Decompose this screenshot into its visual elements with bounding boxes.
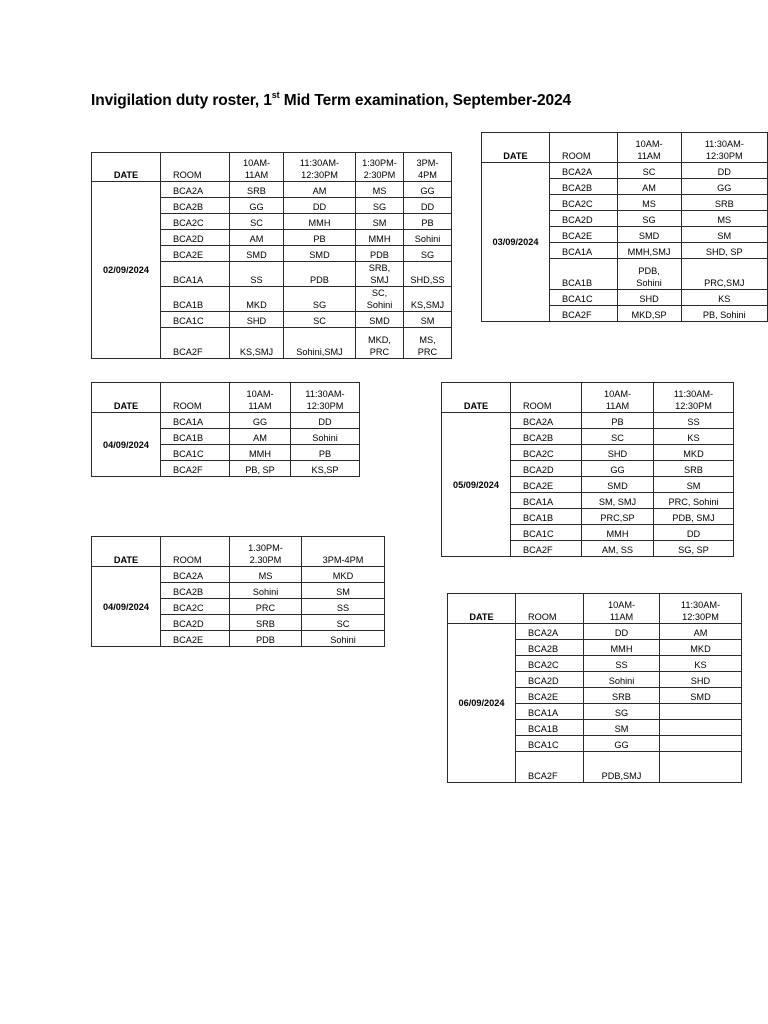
- room-cell: BCA1A: [161, 262, 230, 287]
- table-row: [482, 163, 768, 179]
- invigilator-cell: PDB: [284, 262, 356, 287]
- invigilator-cell: KS,SP: [291, 461, 360, 477]
- invigilator-cell: Sohini: [291, 429, 360, 445]
- invigilator-cell: PDB, SMJ: [654, 509, 734, 525]
- invigilator-cell: GG: [584, 736, 660, 752]
- invigilator-cell: MMH: [582, 525, 654, 541]
- invigilator-cell: MS: [681, 211, 767, 227]
- time-slot-header: 11:30AM- 12:30PM: [291, 383, 360, 413]
- date-column-header: DATE: [482, 133, 550, 163]
- room-column-header: ROOM: [516, 594, 584, 624]
- invigilator-cell: GG: [230, 198, 284, 214]
- table-header-row: [482, 133, 768, 163]
- room-cell: BCA2D: [516, 672, 584, 688]
- invigilator-cell: SG: [284, 287, 356, 312]
- room-cell: BCA2A: [516, 624, 584, 640]
- date-column-header: DATE: [92, 537, 161, 567]
- room-cell: BCA2E: [161, 631, 230, 647]
- room-column-header: ROOM: [161, 537, 230, 567]
- invigilator-cell: PDB,SMJ: [584, 752, 660, 783]
- invigilator-cell: PB: [291, 445, 360, 461]
- invigilator-cell: SMD: [284, 246, 356, 262]
- invigilator-cell: SRB, SMJ: [356, 262, 404, 287]
- invigilator-cell: MMH,SMJ: [617, 243, 681, 259]
- invigilator-cell: MKD,SP: [617, 306, 681, 322]
- room-column-header: ROOM: [161, 153, 230, 182]
- room-cell: BCA1A: [516, 704, 584, 720]
- time-slot-header: 10AM- 11AM: [584, 594, 660, 624]
- invigilator-cell: KS: [660, 656, 742, 672]
- invigilator-cell: PB: [582, 413, 654, 429]
- time-slot-header: 11:30AM- 12:30PM: [681, 133, 767, 163]
- time-slot-header: 11:30AM- 12:30PM: [660, 594, 742, 624]
- invigilator-cell: SC: [230, 214, 284, 230]
- invigilator-cell: Sohini: [584, 672, 660, 688]
- invigilator-cell: SS: [584, 656, 660, 672]
- table-header-row: [448, 594, 742, 624]
- room-cell: BCA1A: [511, 493, 582, 509]
- invigilator-cell: SRB: [230, 615, 302, 631]
- invigilator-cell: AM: [230, 429, 291, 445]
- invigilator-cell: SM: [681, 227, 767, 243]
- table-row: [448, 624, 742, 640]
- invigilator-cell: SC: [617, 163, 681, 179]
- invigilator-cell: MMH: [230, 445, 291, 461]
- time-slot-header: 1.30PM- 2.30PM: [230, 537, 302, 567]
- invigilator-cell: SG, SP: [654, 541, 734, 557]
- room-cell: BCA2F: [516, 752, 584, 783]
- room-cell: BCA2C: [511, 445, 582, 461]
- invigilator-cell: PB: [284, 230, 356, 246]
- invigilator-cell: SC: [302, 615, 385, 631]
- page-title-superscript: st: [271, 90, 280, 100]
- invigilator-cell: SG: [356, 198, 404, 214]
- invigilator-cell: PB: [404, 214, 452, 230]
- room-cell: BCA2D: [549, 211, 617, 227]
- table-row: [92, 182, 452, 198]
- room-cell: BCA1B: [549, 259, 617, 290]
- room-cell: BCA2B: [511, 429, 582, 445]
- invigilator-cell: AM, SS: [582, 541, 654, 557]
- invigilator-cell: PB, Sohini: [681, 306, 767, 322]
- invigilator-cell: AM: [284, 182, 356, 198]
- invigilator-cell: SC: [284, 312, 356, 328]
- invigilator-cell: DD: [291, 413, 360, 429]
- room-cell: BCA2C: [161, 599, 230, 615]
- invigilator-cell: [660, 752, 742, 783]
- invigilator-cell: AM: [617, 179, 681, 195]
- date-cell: 04/09/2024: [92, 567, 161, 647]
- page-title-prefix: Invigilation duty roster, 1: [91, 92, 272, 109]
- invigilator-cell: SM: [654, 477, 734, 493]
- table-row: [442, 413, 734, 429]
- room-cell: BCA2A: [549, 163, 617, 179]
- date-column-header: DATE: [442, 383, 511, 413]
- invigilator-cell: SM: [356, 214, 404, 230]
- date-column-header: DATE: [92, 383, 161, 413]
- room-cell: BCA2B: [161, 583, 230, 599]
- room-cell: BCA2F: [161, 328, 230, 359]
- invigilator-cell: [660, 736, 742, 752]
- invigilator-cell: DD: [404, 198, 452, 214]
- invigilator-cell: SC, Sohini: [356, 287, 404, 312]
- room-cell: BCA1C: [516, 736, 584, 752]
- room-cell: BCA2E: [161, 246, 230, 262]
- invigilator-cell: PB, SP: [230, 461, 291, 477]
- invigilator-cell: SRB: [230, 182, 284, 198]
- room-cell: BCA1C: [511, 525, 582, 541]
- room-cell: BCA1A: [549, 243, 617, 259]
- invigilator-cell: SM, SMJ: [582, 493, 654, 509]
- room-cell: BCA2D: [511, 461, 582, 477]
- invigilator-cell: PRC,SP: [582, 509, 654, 525]
- invigilator-cell: PRC: [230, 599, 302, 615]
- invigilator-cell: Sohini: [404, 230, 452, 246]
- invigilator-cell: GG: [582, 461, 654, 477]
- invigilator-cell: [660, 720, 742, 736]
- room-cell: BCA2C: [161, 214, 230, 230]
- date-cell: 02/09/2024: [92, 182, 161, 359]
- page-title: [91, 92, 571, 110]
- invigilator-cell: SHD: [230, 312, 284, 328]
- invigilator-cell: DD: [681, 163, 767, 179]
- invigilator-cell: PRC,SMJ: [681, 259, 767, 290]
- room-cell: BCA2F: [549, 306, 617, 322]
- invigilator-cell: SHD, SP: [681, 243, 767, 259]
- room-cell: BCA2D: [161, 230, 230, 246]
- invigilator-cell: SHD: [582, 445, 654, 461]
- invigilator-cell: SHD: [660, 672, 742, 688]
- room-cell: BCA2E: [516, 688, 584, 704]
- invigilator-cell: AM: [660, 624, 742, 640]
- room-column-header: ROOM: [161, 383, 230, 413]
- invigilator-cell: [660, 704, 742, 720]
- invigilator-cell: Sohini: [302, 631, 385, 647]
- room-cell: BCA2F: [511, 541, 582, 557]
- roster-table-0: [91, 152, 452, 359]
- invigilator-cell: Sohini: [230, 583, 302, 599]
- room-cell: BCA2F: [161, 461, 230, 477]
- invigilator-cell: GG: [404, 182, 452, 198]
- invigilator-cell: SMD: [617, 227, 681, 243]
- invigilator-cell: GG: [681, 179, 767, 195]
- room-cell: BCA2E: [549, 227, 617, 243]
- page-title-suffix: Mid Term examination, September-2024: [279, 92, 572, 109]
- time-slot-header: 11:30AM- 12:30PM: [654, 383, 734, 413]
- room-cell: BCA1C: [161, 445, 230, 461]
- invigilator-cell: DD: [284, 198, 356, 214]
- table-header-row: [92, 383, 360, 413]
- table-header-row: [442, 383, 734, 413]
- invigilator-cell: MKD, PRC: [356, 328, 404, 359]
- invigilator-cell: PDB, Sohini: [617, 259, 681, 290]
- invigilator-cell: MS: [230, 567, 302, 583]
- date-cell: 03/09/2024: [482, 163, 550, 322]
- room-cell: BCA2D: [161, 615, 230, 631]
- invigilator-cell: KS: [654, 429, 734, 445]
- invigilator-cell: KS,SMJ: [230, 328, 284, 359]
- date-cell: 04/09/2024: [92, 413, 161, 477]
- invigilator-cell: MKD: [230, 287, 284, 312]
- room-cell: BCA2B: [516, 640, 584, 656]
- room-cell: BCA2E: [511, 477, 582, 493]
- invigilator-cell: Sohini,SMJ: [284, 328, 356, 359]
- time-slot-header: 11:30AM- 12:30PM: [284, 153, 356, 182]
- invigilator-cell: PRC, Sohini: [654, 493, 734, 509]
- invigilator-cell: SMD: [356, 312, 404, 328]
- time-slot-header: 1:30PM- 2:30PM: [356, 153, 404, 182]
- time-slot-header: 3PM- 4PM: [404, 153, 452, 182]
- invigilator-cell: MKD: [302, 567, 385, 583]
- invigilator-cell: DD: [654, 525, 734, 541]
- invigilator-cell: PDB: [230, 631, 302, 647]
- date-cell: 06/09/2024: [448, 624, 516, 783]
- table-row: [92, 413, 360, 429]
- table-row: [92, 567, 385, 583]
- room-cell: BCA1C: [161, 312, 230, 328]
- invigilator-cell: SG: [584, 704, 660, 720]
- invigilator-cell: SMD: [660, 688, 742, 704]
- invigilator-cell: PDB: [356, 246, 404, 262]
- invigilator-cell: SG: [617, 211, 681, 227]
- invigilator-cell: MS: [356, 182, 404, 198]
- invigilator-cell: SHD: [617, 290, 681, 306]
- invigilator-cell: SM: [302, 583, 385, 599]
- invigilator-cell: SM: [584, 720, 660, 736]
- room-cell: BCA2A: [161, 567, 230, 583]
- table-header-row: [92, 153, 452, 182]
- room-cell: BCA2B: [549, 179, 617, 195]
- invigilator-cell: SRB: [654, 461, 734, 477]
- room-column-header: ROOM: [549, 133, 617, 163]
- invigilator-cell: MMH: [584, 640, 660, 656]
- room-cell: BCA1B: [511, 509, 582, 525]
- invigilator-cell: SM: [404, 312, 452, 328]
- invigilator-cell: SS: [302, 599, 385, 615]
- date-cell: 05/09/2024: [442, 413, 511, 557]
- invigilator-cell: MKD: [660, 640, 742, 656]
- room-cell: BCA2A: [161, 182, 230, 198]
- time-slot-header: 10AM- 11AM: [230, 153, 284, 182]
- time-slot-header: 3PM-4PM: [302, 537, 385, 567]
- date-column-header: DATE: [448, 594, 516, 624]
- time-slot-header: 10AM- 11AM: [617, 133, 681, 163]
- invigilator-cell: SHD,SS: [404, 262, 452, 287]
- room-column-header: ROOM: [511, 383, 582, 413]
- invigilator-cell: MKD: [654, 445, 734, 461]
- room-cell: BCA1A: [161, 413, 230, 429]
- room-cell: BCA2B: [161, 198, 230, 214]
- room-cell: BCA1B: [161, 287, 230, 312]
- room-cell: BCA2A: [511, 413, 582, 429]
- invigilator-cell: GG: [230, 413, 291, 429]
- invigilator-cell: AM: [230, 230, 284, 246]
- roster-table-3: [441, 382, 734, 557]
- invigilator-cell: SS: [230, 262, 284, 287]
- invigilator-cell: MMH: [284, 214, 356, 230]
- roster-table-4: [91, 536, 385, 647]
- invigilator-cell: SMD: [582, 477, 654, 493]
- roster-table-5: [447, 593, 742, 783]
- table-header-row: [92, 537, 385, 567]
- room-cell: BCA1B: [161, 429, 230, 445]
- room-cell: BCA1C: [549, 290, 617, 306]
- invigilator-cell: SS: [654, 413, 734, 429]
- time-slot-header: 10AM- 11AM: [582, 383, 654, 413]
- invigilator-cell: KS,SMJ: [404, 287, 452, 312]
- roster-table-1: [481, 132, 768, 322]
- room-cell: BCA1B: [516, 720, 584, 736]
- room-cell: BCA2C: [549, 195, 617, 211]
- invigilator-cell: MS, PRC: [404, 328, 452, 359]
- invigilator-cell: KS: [681, 290, 767, 306]
- invigilator-cell: SC: [582, 429, 654, 445]
- room-cell: BCA2C: [516, 656, 584, 672]
- invigilator-cell: SG: [404, 246, 452, 262]
- invigilator-cell: SMD: [230, 246, 284, 262]
- date-column-header: DATE: [92, 153, 161, 182]
- roster-table-2: [91, 382, 360, 477]
- invigilator-cell: MMH: [356, 230, 404, 246]
- invigilator-cell: MS: [617, 195, 681, 211]
- invigilator-cell: SRB: [681, 195, 767, 211]
- time-slot-header: 10AM- 11AM: [230, 383, 291, 413]
- invigilator-cell: SRB: [584, 688, 660, 704]
- invigilator-cell: DD: [584, 624, 660, 640]
